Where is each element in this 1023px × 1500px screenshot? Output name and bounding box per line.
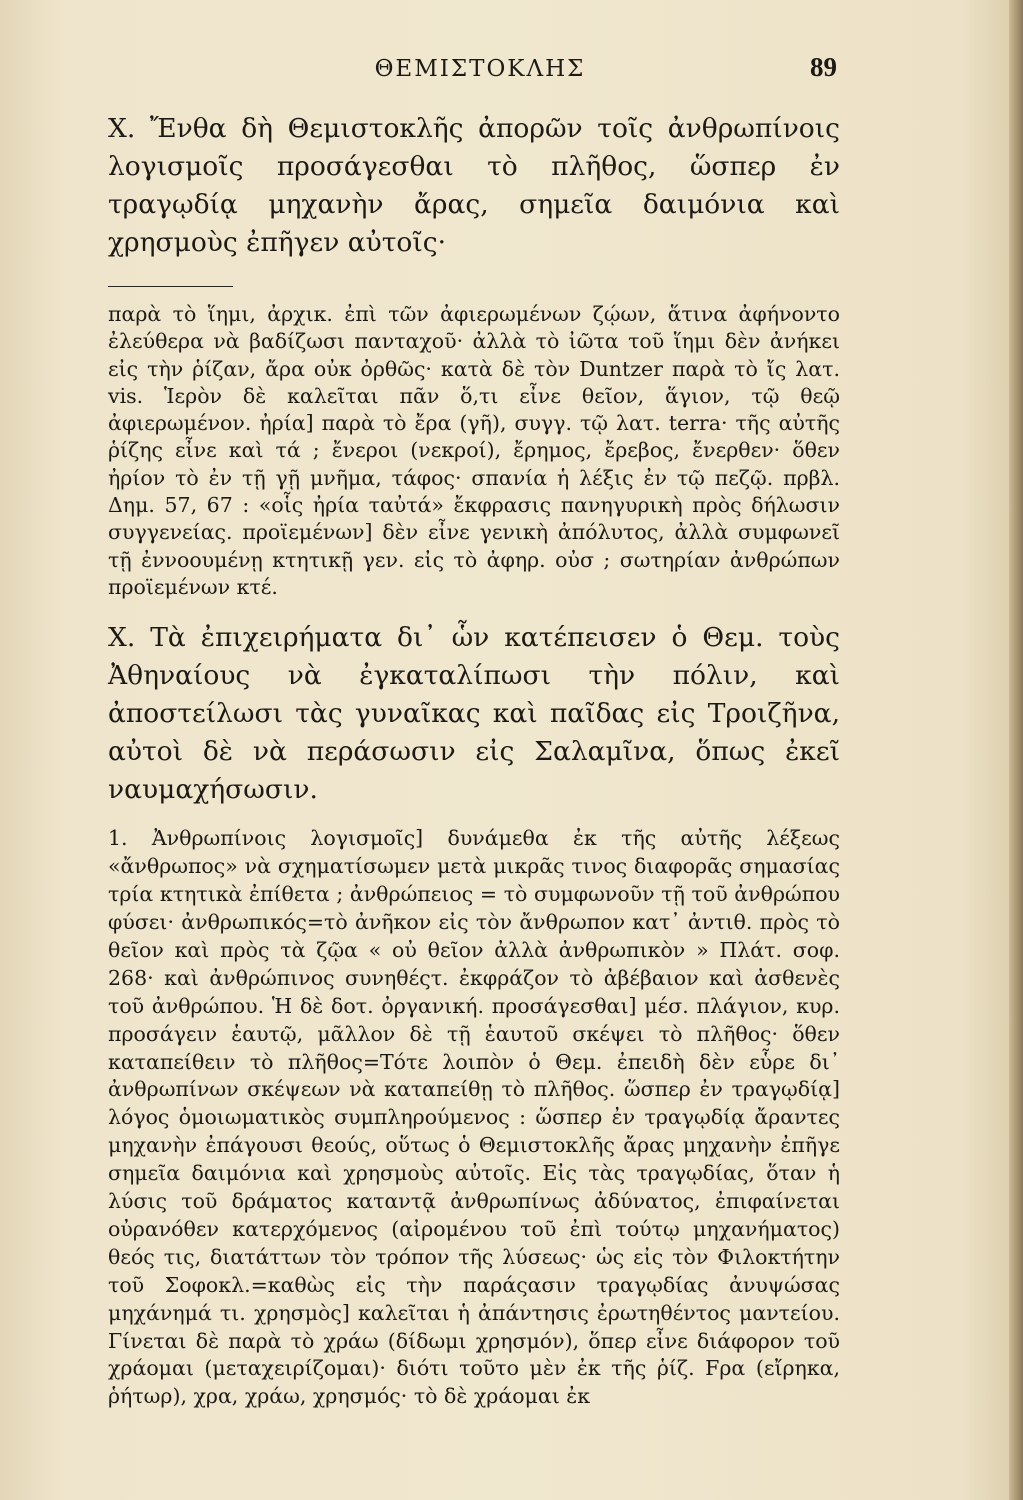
page-edge-shadow xyxy=(1009,0,1023,1500)
main-text-paragraph-1: Χ. Ἔνθα δὴ Θεμιστοκλῆς ἀπορῶν τοῖς ἀνθρωπίνοις λογισμοῖς προσάγεσθαι τὸ πλῆθος, ὥσπερ ἐν τραγῳδίᾳ μηχανὴν ἄρας, σημεῖα δαιμόνια καὶ χρησμοὺς ἐπῆγεν αὐτοῖς· xyxy=(108,113,840,258)
commentary-note-1: 1. Ἀνθρωπίνοις λογισμοῖς] δυνάμεθα ἐκ τῆς αὐτῆς λέξεως «ἄνθρωπος» νὰ σχηματίσωμεν μετὰ μικρᾶς τινος διαφορᾶς σημασίας τρία κτητικὰ ἐπίθετα ; ἀνθρώπειος = τὸ συμφωνοῦν τῇ τοῦ ἀνθρώπου φύσει· ἀνθρωπικός=τὸ ἀνῆκον εἰς τὸν ἄνθρωπον κατ᾽ ἀντιθ. πρὸς τὸ θεῖον καὶ πρὸς τὰ ζῷα « οὐ θεῖον ἀλλὰ ἀνθρωπικὸν » Πλάτ. σοφ. 268· καὶ ἀνθρώπινος συνηθέςτ. ἐκφράζον τὸ ἀβέβαιον καὶ ἀσθενὲς τοῦ ἀνθρώπου. Ἡ δὲ δοτ. ὀργανική. προσάγεσθαι] μέσ. πλάγιον, κυρ. προσάγειν ἑαυτῷ, μᾶλλον δὲ τῇ ἑαυτοῦ σκέψει τὸ πλῆθος· ὅθεν καταπείθειν τὸ πλῆθος=Τότε λοιπὸν ὁ Θεμ. ἐπειδὴ δὲν εὗρε δι᾽ ἀνθρωπίνων σκέψεων νὰ καταπείθῃ τὸ πλῆθος. ὥσπερ ἐν τραγῳδίᾳ] λόγος ὁμοιωματικὸς συμπληρούμενος : ὥσπερ ἐν τραγῳδίᾳ ἄραντες μηχανὴν ἐπάγουσι θεούς, οὕτως ὁ Θεμιστοκλῆς ἄρας μηχανὴν ἐπῆγε σημεῖα δαιμόνια καὶ χρησμοὺς αὐτοῖς. Εἰς τὰς τραγῳδίας, ὅταν ἡ λύσις τοῦ δράματος καταντᾷ ἀνθρωπίνως ἀδύνατος, ἐπιφαίνεται οὐρανόθεν κατερχόμενος (αἰρομένου τοῦ ἐπὶ τούτῳ μηχανήματος) θεός τις, διατάττων τὸν τρόπον τῆς λύσεως· ὡς εἰς τὸν Φιλοκτήτην τοῦ Σοφοκλ.=καθὼς εἰς τὴν παράςασιν τραγῳδίας ἀνυψώσας μηχάνημά τι. χρησμὸς] καλεῖται ἡ ἀπάντησις ἐρωτηθέντος μαντείου. Γίνεται δὲ παρὰ τὸ χράω (δίδωμι χρησμόν), ὅπερ εἶνε διάφορον τοῦ χράομαι (μεταχειρίζομαι)· διότι τοῦτο μὲν ἐκ τῆς ῥίζ. Fρα (εἴρηκα, ῥήτωρ), χρα, χράω, χρησμός· τὸ δὲ χράομαι ἐκ xyxy=(108,826,840,1409)
main-text-paragraph-2: Χ. Τὰ ἐπιχειρήματα δι᾽ ὧν κατέπεισεν ὁ Θεμ. τοὺς Ἀθηναίους νὰ ἐγκαταλίπωσι τὴν πόλιν, καὶ ἀποστείλωσι τὰς γυναῖκας καὶ παῖδας εἰς Τροιζῆνα, αὐτοὶ δὲ νὰ περάσωσιν εἰς Σαλαμῖνα, ὅπως ἐκεῖ ναυμαχήσωσιν. xyxy=(108,622,840,806)
footnote-separator-rule xyxy=(108,286,233,287)
page-number: 89 xyxy=(810,52,837,82)
page-header xyxy=(0,52,1023,92)
page-content xyxy=(108,110,840,1411)
running-title: ΘΕΜΙΣΤΟΚΛΗΣ xyxy=(374,56,586,82)
footnote-continuation: παρὰ τὸ ἵημι, ἀρχικ. ἐπὶ τῶν ἀφιερωμένων ζῴων, ἅτινα ἀφήνοντο ἐλεύθερα νὰ βαδίζωσι πανταχοῦ· ἀλλὰ τὸ ἰῶτα τοῦ ἵημι δὲν ἀνήκει εἰς τὴν ῥίζαν, ἄρα οὐκ ὀρθῶς· κατὰ δὲ τὸν Duntzer παρὰ τὸ ἴς λατ. vis. Ἱερὸν δὲ καλεῖται πᾶν ὅ,τι εἶνε θεῖον, ἅγιον, τῷ θεῷ ἀφιερωμένον. ἠρία] παρὰ τὸ ἔρα (γῆ), συγγ. τῷ λατ. terra· τῆς αὐτῆς ῥίζης εἶνε καὶ τά ; ἔνεροι (νεκροί), ἔρημος, ἔρεβος, ἔνερθεν· ὅθεν ἠρίον τὸ ἐν τῇ γῇ μνῆμα, τάφος· σπανία ἡ λέξις ἐν τῷ πεζῷ. πρβλ. Δημ. 57, 67 : «οἷς ἠρία ταὐτά» ἔκφρασις πανηγυρικὴ πρὸς δήλωσιν συγγενείας. προϊεμένων] δὲν εἶνε γενικὴ ἀπόλυτος, ἀλλὰ συμφωνεῖ τῇ ἐννοουμένῃ κτητικῇ γεν. εἰς τὸ ἀφηρ. οὐσ ; σωτηρίαν ἀνθρώπων προϊεμένων κτέ. xyxy=(108,302,840,599)
